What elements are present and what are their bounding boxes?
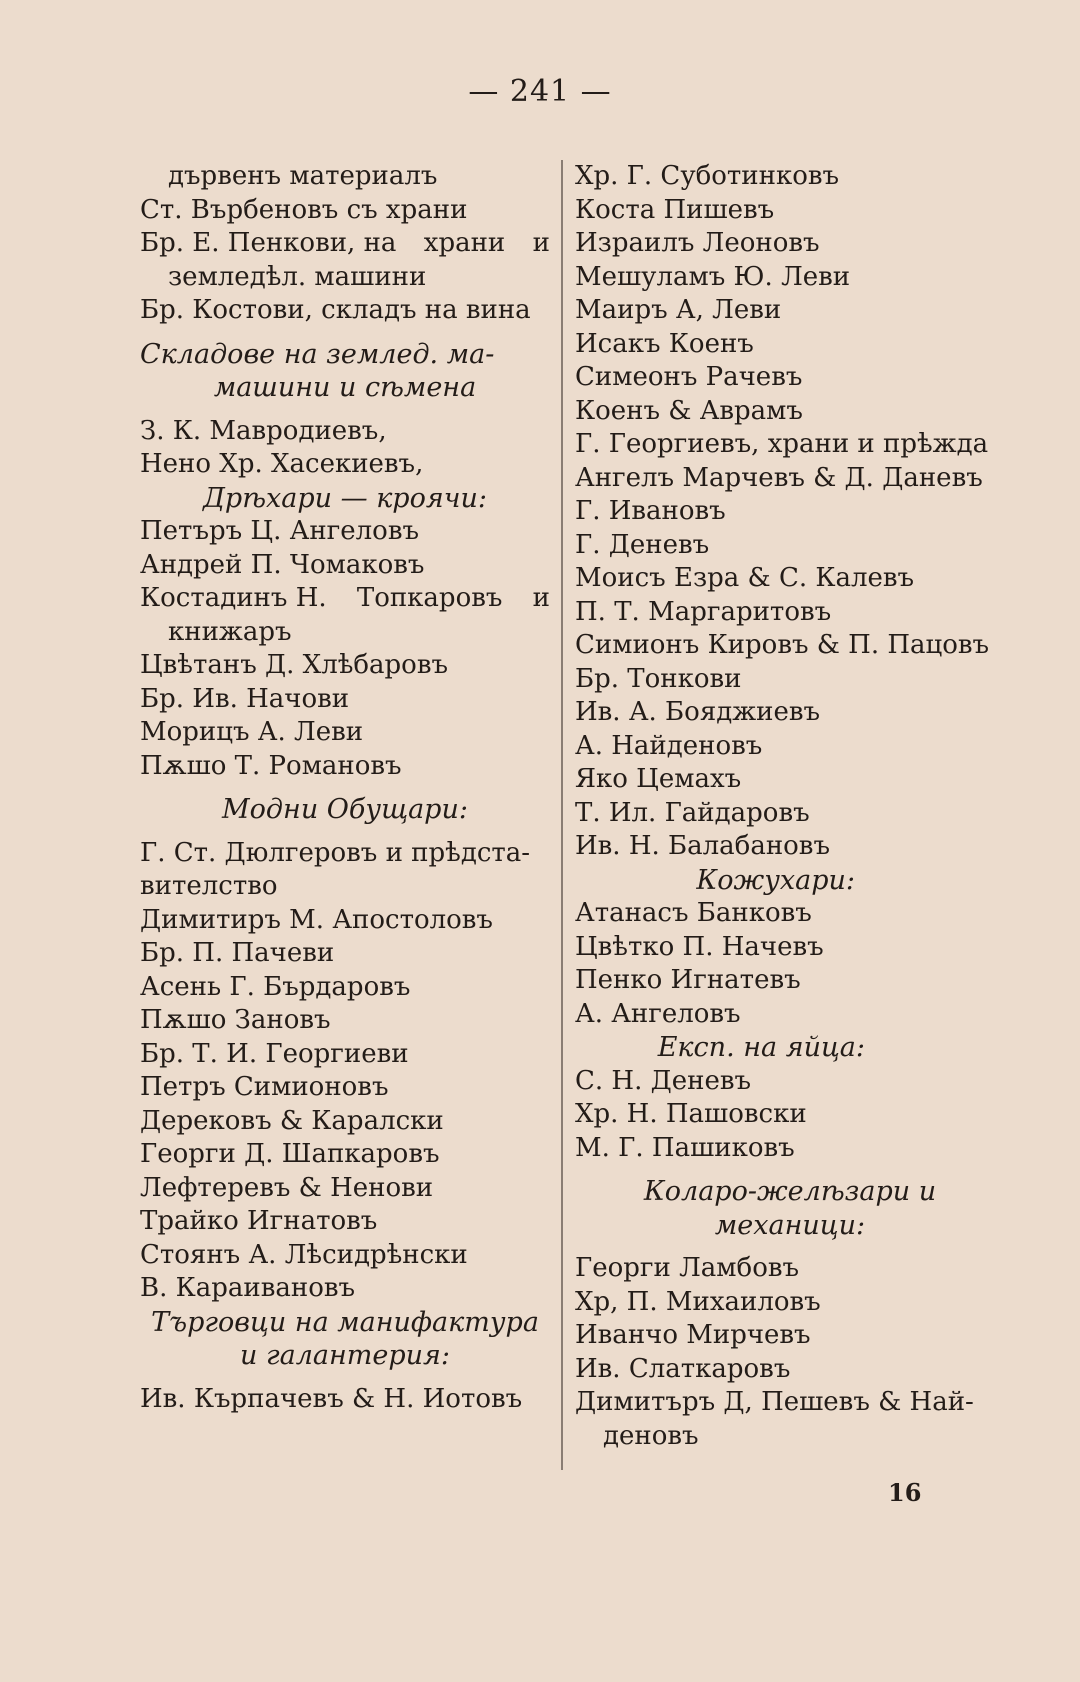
list-item: Лефтеревъ & Ненови: [140, 1172, 434, 1203]
list-item: Асень Г. Бърдаровъ: [140, 971, 411, 1002]
list-item: Димитиръ М. Апостоловъ: [140, 904, 493, 935]
list-item: Г. Георгиевъ, храни и прѣжда: [575, 429, 989, 459]
list-item: Бр. П. Пачеви: [140, 938, 335, 968]
section-heading-textiles: Търговци на манифактура: [151, 1306, 539, 1338]
list-item: Бр. Тонкови: [575, 663, 742, 694]
list-item: Иванчо Мирчевъ: [575, 1320, 811, 1350]
list-item: Георги Д. Шапкаровъ: [140, 1139, 440, 1169]
list-item: Израилъ Леоновъ: [575, 228, 820, 258]
list-item: Яко Цемахъ: [575, 764, 742, 794]
list-item: дървенъ материалъ: [168, 161, 438, 191]
list-item: Ив. Слаткаровъ: [575, 1353, 791, 1384]
section-heading-storage-cont: машини и сѣмена: [213, 372, 477, 403]
column-divider: [561, 160, 563, 1470]
left-column: [140, 160, 550, 1416]
section-heading-smiths-cont: механици:: [714, 1209, 866, 1241]
list-item: М. Г. Пашиковъ: [575, 1132, 795, 1163]
list-item: Хр. Г. Суботинковъ: [575, 161, 840, 191]
list-item: С. Н. Деневъ: [575, 1065, 752, 1096]
right-column: [575, 160, 1005, 1453]
section-heading-smiths: Коларо-желѣзари и: [643, 1176, 937, 1207]
list-item: З. К. Мавродиевъ,: [140, 415, 387, 446]
section-heading-shoemakers: Модни Обущари:: [222, 794, 468, 825]
list-item-part: и: [532, 228, 550, 258]
list-item: Цвѣтко П. Начевъ: [575, 931, 824, 962]
list-item-part: Костадинъ Н.: [140, 583, 327, 613]
list-item: [140, 582, 550, 616]
list-item-part: храни: [423, 228, 506, 258]
list-item-part: и: [532, 583, 550, 613]
list-item: Андрей П. Чомаковъ: [140, 549, 425, 580]
list-item: Моисъ Езра & С. Калевъ: [575, 563, 915, 593]
list-item: книжаръ: [168, 616, 292, 647]
list-item: Трайко Игнатовъ: [140, 1206, 378, 1236]
list-item: Бр. Т. И. Георгиеви: [140, 1038, 409, 1069]
list-item: Георги Ламбовъ: [575, 1253, 800, 1283]
list-item: Атанасъ Банковъ: [575, 898, 812, 928]
list-item: Пѫшо Т. Романовъ: [140, 750, 402, 781]
list-item: деновъ: [603, 1420, 699, 1451]
list-item: Хр, П. Михаиловъ: [575, 1286, 821, 1317]
signature-mark: 16: [888, 1478, 922, 1507]
list-item: Пенко Игнатевъ: [575, 965, 801, 995]
section-heading-storage: Складове на землед. ма-: [140, 338, 495, 370]
list-item: Г. Ивановъ: [575, 496, 726, 526]
list-item: Симионъ Кировъ & П. Пацовъ: [575, 630, 990, 660]
list-item: Ив. Кърпачевъ & Н. Иотовъ: [140, 1383, 523, 1414]
list-item: Дерековъ & Каралски: [140, 1105, 444, 1136]
list-item: А. Найденовъ: [575, 730, 763, 761]
list-item-part: Топкаровъ: [356, 583, 503, 613]
list-item: Г. Ст. Дюлгеровъ и прѣдста-: [140, 837, 531, 868]
list-item: Коенъ & Аврамъ: [575, 395, 803, 426]
list-item: Петръ Симионовъ: [140, 1072, 389, 1102]
list-item: Цвѣтанъ Д. Хлѣбаровъ: [140, 650, 449, 680]
list-item: Бр. Костови, складъ на вина: [140, 295, 531, 325]
list-item: Морицъ А. Леви: [140, 717, 364, 747]
list-item: П. Т. Маргаритовъ: [575, 596, 832, 627]
list-item: Пѫшо Зановъ: [140, 1005, 331, 1035]
list-item: В. Караивановъ: [140, 1273, 356, 1303]
list-item: Исакъ Коенъ: [575, 328, 754, 359]
list-item: Димитъръ Д, Пешевъ & Най-: [575, 1387, 974, 1417]
list-item: Петъръ Ц. Ангеловъ: [140, 516, 420, 546]
list-item: Нено Хр. Хасекиевъ,: [140, 449, 424, 479]
page-number: — 241 —: [468, 74, 612, 109]
section-heading-textiles-cont: и галантерия:: [239, 1340, 450, 1371]
list-item: [140, 227, 550, 261]
list-item: Ив. А. Бояджиевъ: [575, 697, 821, 727]
list-item: Коста Пишевъ: [575, 194, 775, 225]
list-item: вителство: [140, 871, 278, 901]
list-item: Г. Деневъ: [575, 529, 710, 560]
list-item: А. Ангеловъ: [575, 998, 741, 1029]
list-item: Т. Ил. Гайдаровъ: [575, 797, 810, 828]
list-item: Стоянъ А. Лѣсидрѣнски: [140, 1239, 468, 1270]
list-item: Хр. Н. Пашовски: [575, 1099, 807, 1129]
list-item: Мешуламъ Ю. Леви: [575, 261, 851, 292]
list-item: Ангелъ Марчевъ & Д. Даневъ: [575, 462, 983, 493]
list-item: Симеонъ Рачевъ: [575, 362, 803, 392]
list-item: земледѣл. машини: [168, 261, 427, 292]
section-heading-tailors: Дрѣхари — кроячи:: [202, 482, 488, 514]
list-item: Бр. Ив. Начови: [140, 683, 350, 714]
section-heading-furriers: Кожухари:: [696, 864, 855, 896]
list-item: Маиръ А, Леви: [575, 295, 782, 325]
section-heading-eggs: Експ. на яйца:: [657, 1032, 865, 1063]
list-item: Ив. Н. Балабановъ: [575, 831, 830, 861]
list-item: Ст. Върбеновъ съ храни: [140, 194, 468, 225]
list-item-part: Бр. Е. Пенкови, на: [140, 228, 397, 258]
